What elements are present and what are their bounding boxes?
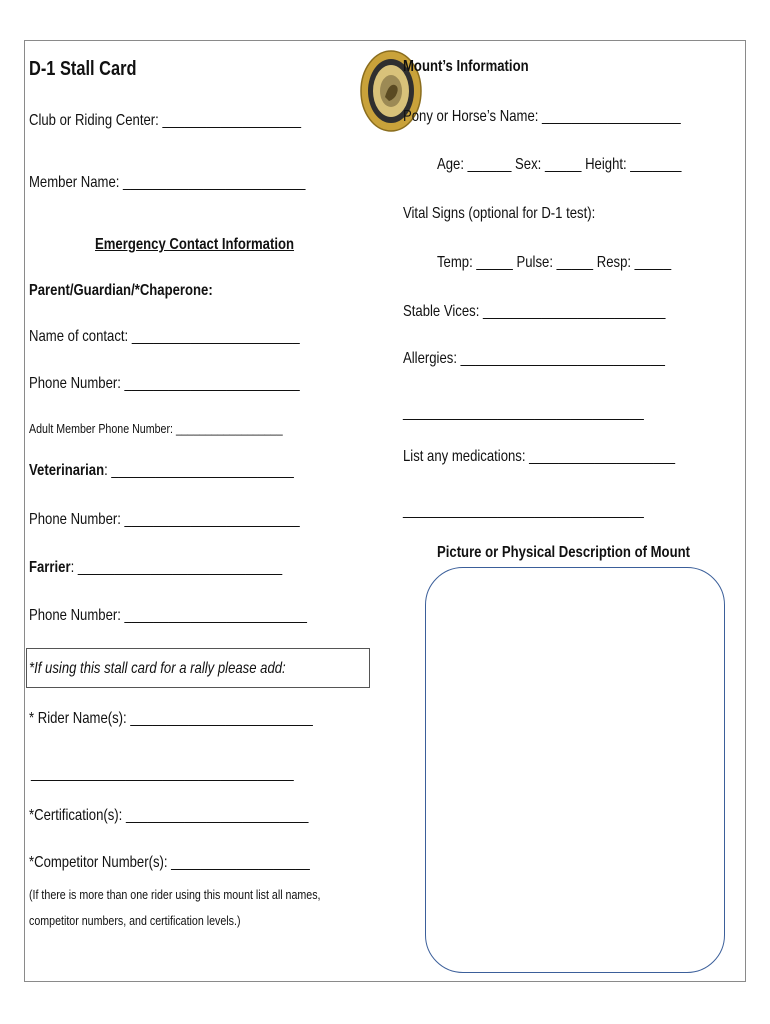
club-field[interactable]: Club or Riding Center: ___________________ [29,112,302,129]
veterinarian-field[interactable] [29,461,294,481]
farrier-label: Farrier [29,559,71,576]
contact-phone-field[interactable]: Phone Number: ________________________ [29,375,300,392]
farrier-field[interactable] [29,558,282,578]
parent-guardian-heading: Parent/Guardian/*Chaperone: [29,282,213,299]
footnote-line-1: (If there is more than one rider using this mount list all names, [29,887,321,902]
stall-card [24,40,746,982]
horse-name-field[interactable]: Pony or Horse’s Name: ___________________ [403,108,681,125]
age-sex-height-field[interactable]: Age: ______ Sex: _____ Height: _______ [437,156,682,173]
mount-info-heading: Mount’s Information [403,58,529,75]
adult-phone-field[interactable]: Adult Member Phone Number: __________________ [29,421,283,436]
temp-pulse-resp-field[interactable]: Temp: _____ Pulse: _____ Resp: _____ [437,254,672,271]
allergies-extra-line[interactable]: _________________________________ [403,404,644,421]
emergency-contact-heading: Emergency Contact Information [95,236,295,253]
competitor-number-field[interactable]: *Competitor Number(s): ___________________ [29,854,310,871]
medications-field[interactable]: List any medications: ____________________ [403,448,676,465]
vital-signs-label: Vital Signs (optional for D-1 test): [403,205,596,222]
footnote-line-2: competitor numbers, and certification levels.) [29,913,241,928]
rider-name-field[interactable]: * Rider Name(s): _________________________ [29,710,313,727]
farrier-phone-field[interactable]: Phone Number: _________________________ [29,607,307,624]
stable-vices-field[interactable]: Stable Vices: _________________________ [403,303,666,320]
rider-name-extra-line[interactable]: ____________________________________ [31,765,294,782]
allergies-field[interactable]: Allergies: ____________________________ [403,350,665,367]
contact-name-field[interactable]: Name of contact: _______________________ [29,328,300,345]
veterinarian-label: Veterinarian [29,462,105,479]
mount-picture-box[interactable] [425,567,725,973]
farrier-blank: : ____________________________ [70,559,283,576]
certification-field[interactable]: *Certification(s): _________________________ [29,807,309,824]
rally-note: *If using this stall card for a rally please add: [29,660,286,677]
veterinarian-blank: : _________________________ [104,462,294,479]
medications-extra-line[interactable]: _________________________________ [403,502,644,519]
picture-heading: Picture or Physical Description of Mount [437,544,690,561]
card-title: D-1 Stall Card [29,58,137,80]
member-name-field[interactable]: Member Name: _________________________ [29,174,306,191]
vet-phone-field[interactable]: Phone Number: ________________________ [29,511,300,528]
